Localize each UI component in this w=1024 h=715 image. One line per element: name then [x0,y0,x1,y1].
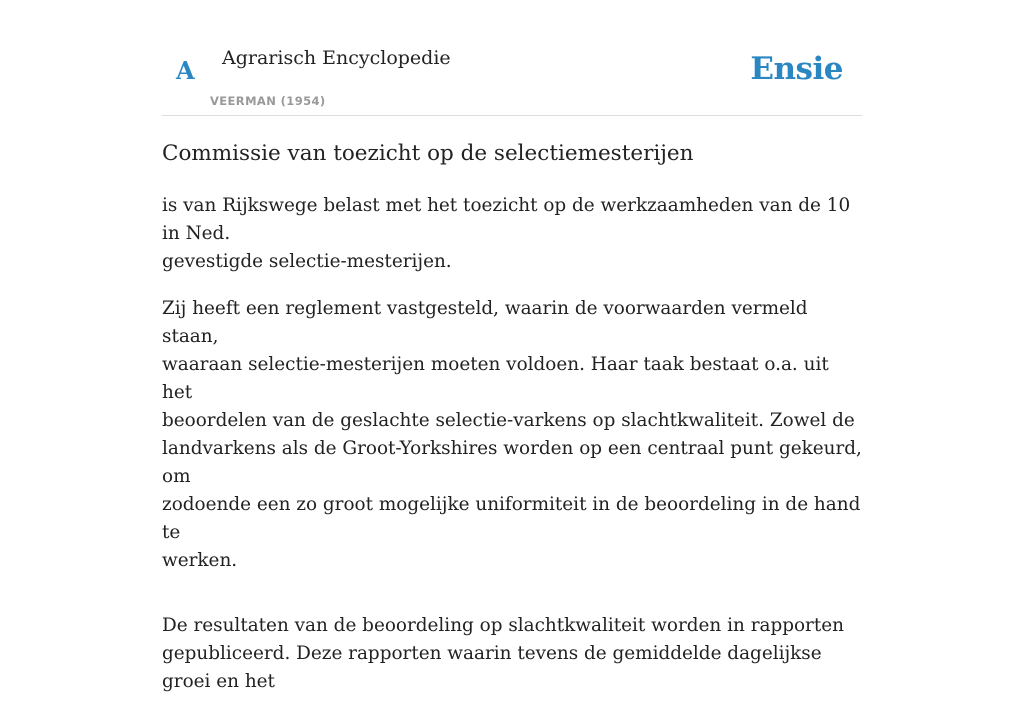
page-header [162,0,862,116]
entry-body [162,192,862,715]
entry-page [162,0,862,692]
ensie-logo[interactable]: Ensie [750,51,843,87]
entry-title: Commissie van toezicht op de selectiemesterijen [162,141,694,166]
book-author: VEERMAN (1954) [210,94,326,108]
paragraph: De resultaten van de beoordeling op slachtkwaliteit worden in rapporten gepubliceerd. Deze rapporten waarin tevens de gemiddelde dagelijkse groei en het [162,615,844,692]
paragraph: Zij heeft een reglement vastgesteld, waarin de voorwaarden vermeld staan, waaraan selectie-mesterijen moeten voldoen. Haar taak bestaat o.a. uit het beoordelen van de geslachte selectie-varkens op slachtkwaliteit. Zowel de landvarkens als de Groot-Yorkshires worden op een centraal punt gekeurd, om zodoende een zo groot mogelijke uniformiteit in de beoordeling in de hand te werken. [162,298,862,571]
book-title-link[interactable]: Agrarisch Encyclopedie [222,47,451,69]
paragraph: is van Rijkswege belast met het toezicht op de werkzaamheden van de 10 in Ned. gevestigde selectie-mesterijen. [162,195,851,272]
book-letter-link[interactable]: A [176,56,195,85]
